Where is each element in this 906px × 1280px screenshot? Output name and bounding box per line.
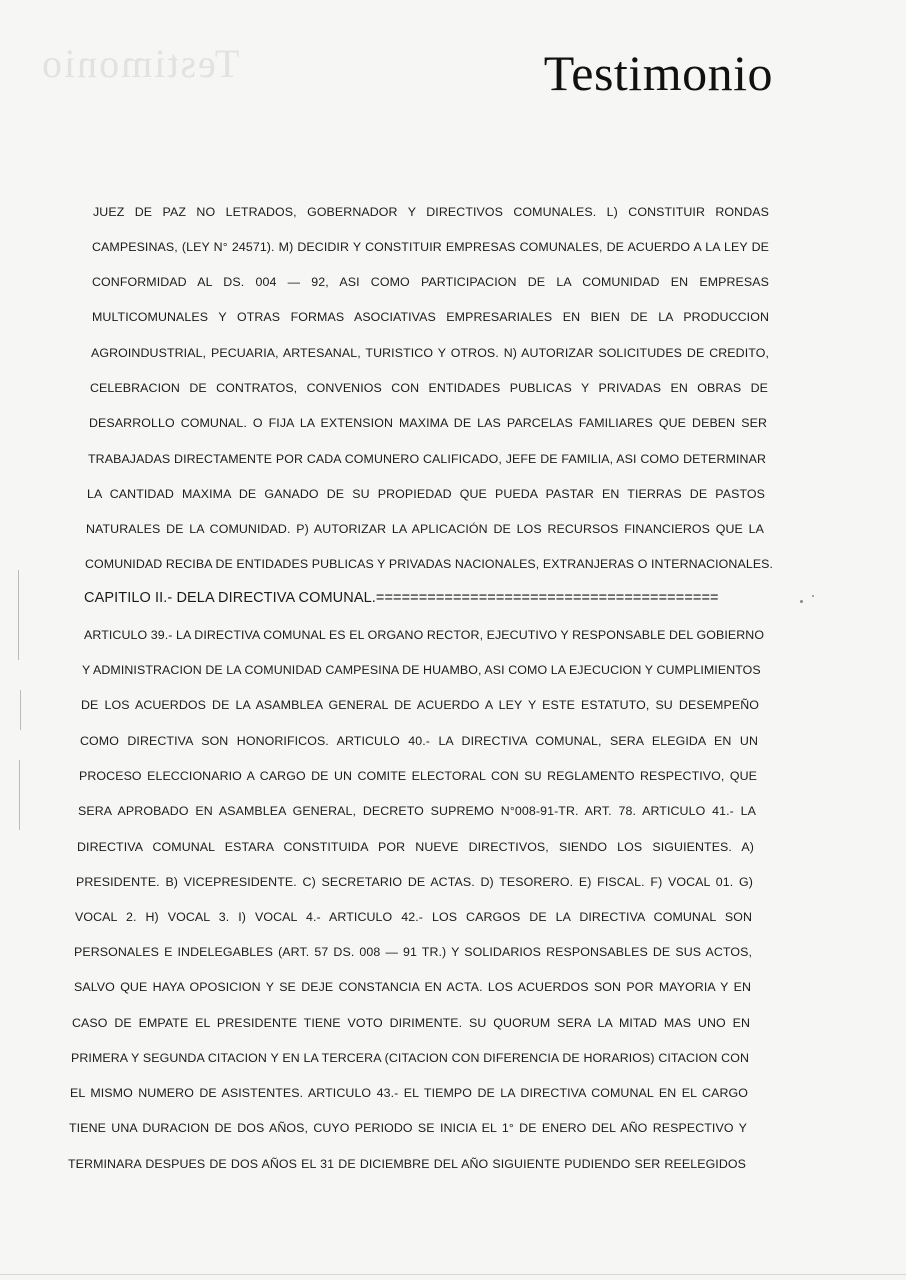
scan-speck xyxy=(800,600,803,603)
document-title: Testimonio xyxy=(543,45,773,101)
text-line: DESARROLLO COMUNAL. O FIJA LA EXTENSION MAXIMA DE LAS PARCELAS FAMILIARES QUE DEBEN SER xyxy=(89,416,767,430)
text-line: DE LOS ACUERDOS DE LA ASAMBLEA GENERAL DE ACUERDO A LEY Y ESTE ESTATUTO, SU DESEMPEÑO xyxy=(81,698,759,712)
text-line: COMUNIDAD RECIBA DE ENTIDADES PUBLICAS Y PRIVADAS NACIONALES, EXTRANJERAS O INTERNACIONALES. xyxy=(85,557,774,571)
text-line: ARTICULO 39.- LA DIRECTIVA COMUNAL ES EL ORGANO RECTOR, EJECUTIVO Y RESPONSABLE DEL GOBIERNO xyxy=(84,628,765,642)
scan-speck xyxy=(812,595,814,597)
bleed-through-watermark: Testimonio xyxy=(40,41,240,86)
text-line: PROCESO ELECCIONARIO A CARGO DE UN COMITE ELECTORAL CON SU REGLAMENTO RESPECTIVO, QUE xyxy=(79,769,757,783)
text-line: SALVO QUE HAYA OPOSICION Y SE DEJE CONSTANCIA EN ACTA. LOS ACUERDOS SON POR MAYORIA Y EN xyxy=(74,980,751,994)
text-line: VOCAL 2. H) VOCAL 3. I) VOCAL 4.- ARTICULO 42.- LOS CARGOS DE LA DIRECTIVA COMUNAL SON xyxy=(75,910,752,924)
scan-margin-mark xyxy=(19,760,20,830)
text-line: TIENE UNA DURACION DE DOS AÑOS, CUYO PERIODO SE INICIA EL 1° DE ENERO DEL AÑO RESPECTIVO Y xyxy=(69,1121,747,1135)
text-line: DIRECTIVA COMUNAL ESTARA CONSTITUIDA POR NUEVE DIRECTIVOS, SIENDO LOS SIGUIENTES. A) xyxy=(77,840,754,854)
text-line: CASO DE EMPATE EL PRESIDENTE TIENE VOTO DIRIMENTE. SU QUORUM SERA LA MITAD MAS UNO EN xyxy=(72,1016,750,1030)
scan-margin-mark xyxy=(18,570,19,660)
text-line: CONFORMIDAD AL DS. 004 — 92, ASI COMO PARTICIPACION DE LA COMUNIDAD EN EMPRESAS xyxy=(92,275,769,289)
scan-margin-mark xyxy=(20,690,21,730)
text-line: LA CANTIDAD MAXIMA DE GANADO DE SU PROPIEDAD QUE PUEDA PASTAR EN TIERRAS DE PASTOS xyxy=(87,487,765,501)
text-line: TRABAJADAS DIRECTAMENTE POR CADA COMUNERO CALIFICADO, JEFE DE FAMILIA, ASI COMO DETERMINAR xyxy=(88,452,766,466)
text-line: CELEBRACION DE CONTRATOS, CONVENIOS CON ENTIDADES PUBLICAS Y PRIVADAS EN OBRAS DE xyxy=(90,381,768,395)
text-line: PERSONALES E INDELEGABLES (ART. 57 DS. 008 — 91 TR.) Y SOLIDARIOS RESPONSABLES DE SUS ACTOS, xyxy=(74,945,752,959)
text-line: Y ADMINISTRACION DE LA COMUNIDAD CAMPESINA DE HUAMBO, ASI COMO LA EJECUCION Y CUMPLIMIENTOS xyxy=(82,663,761,677)
text-line: TERMINARA DESPUES DE DOS AÑOS EL 31 DE DICIEMBRE DEL AÑO SIGUIENTE PUDIENDO SER REELEGIDOS xyxy=(68,1157,746,1171)
text-line: EL MISMO NUMERO DE ASISTENTES. ARTICULO 43.- EL TIEMPO DE LA DIRECTIVA COMUNAL EN EL CARGO xyxy=(70,1086,748,1100)
text-line: JUEZ DE PAZ NO LETRADOS, GOBERNADOR Y DIRECTIVOS COMUNALES. L) CONSTITUIR RONDAS xyxy=(93,205,769,219)
text-line: AGROINDUSTRIAL, PECUARIA, ARTESANAL, TURISTICO Y OTROS. N) AUTORIZAR SOLICITUDES DE CREDITO, xyxy=(91,346,769,360)
text-line: PRIMERA Y SEGUNDA CITACION Y EN LA TERCERA (CITACION CON DIFERENCIA DE HORARIOS) CITACION CON xyxy=(71,1051,749,1065)
text-line: NATURALES DE LA COMUNIDAD. P) AUTORIZAR LA APLICACIÓN DE LOS RECURSOS FINANCIEROS QUE LA xyxy=(86,522,764,536)
text-line: CAMPESINAS, (LEY N° 24571). M) DECIDIR Y CONSTITUIR EMPRESAS COMUNALES, DE ACUERDO A LA LEY DE xyxy=(92,240,769,254)
text-line: COMO DIRECTIVA SON HONORIFICOS. ARTICULO 40.- LA DIRECTIVA COMUNAL, SERA ELEGIDA EN UN xyxy=(80,734,758,748)
page-edge xyxy=(0,1274,906,1275)
chapter-heading: CAPITILO II.- DELA DIRECTIVA COMUNAL.======================================== xyxy=(84,590,719,606)
text-line: SERA APROBADO EN ASAMBLEA GENERAL, DECRETO SUPREMO N°008-91-TR. ART. 78. ARTICULO 41.- LA xyxy=(78,804,756,818)
text-line: MULTICOMUNALES Y OTRAS FORMAS ASOCIATIVAS EMPRESARIALES EN BIEN DE LA PRODUCCION xyxy=(92,310,769,324)
text-line: PRESIDENTE. B) VICEPRESIDENTE. C) SECRETARIO DE ACTAS. D) TESORERO. E) FISCAL. F) VOCAL 01. G) xyxy=(76,875,753,889)
